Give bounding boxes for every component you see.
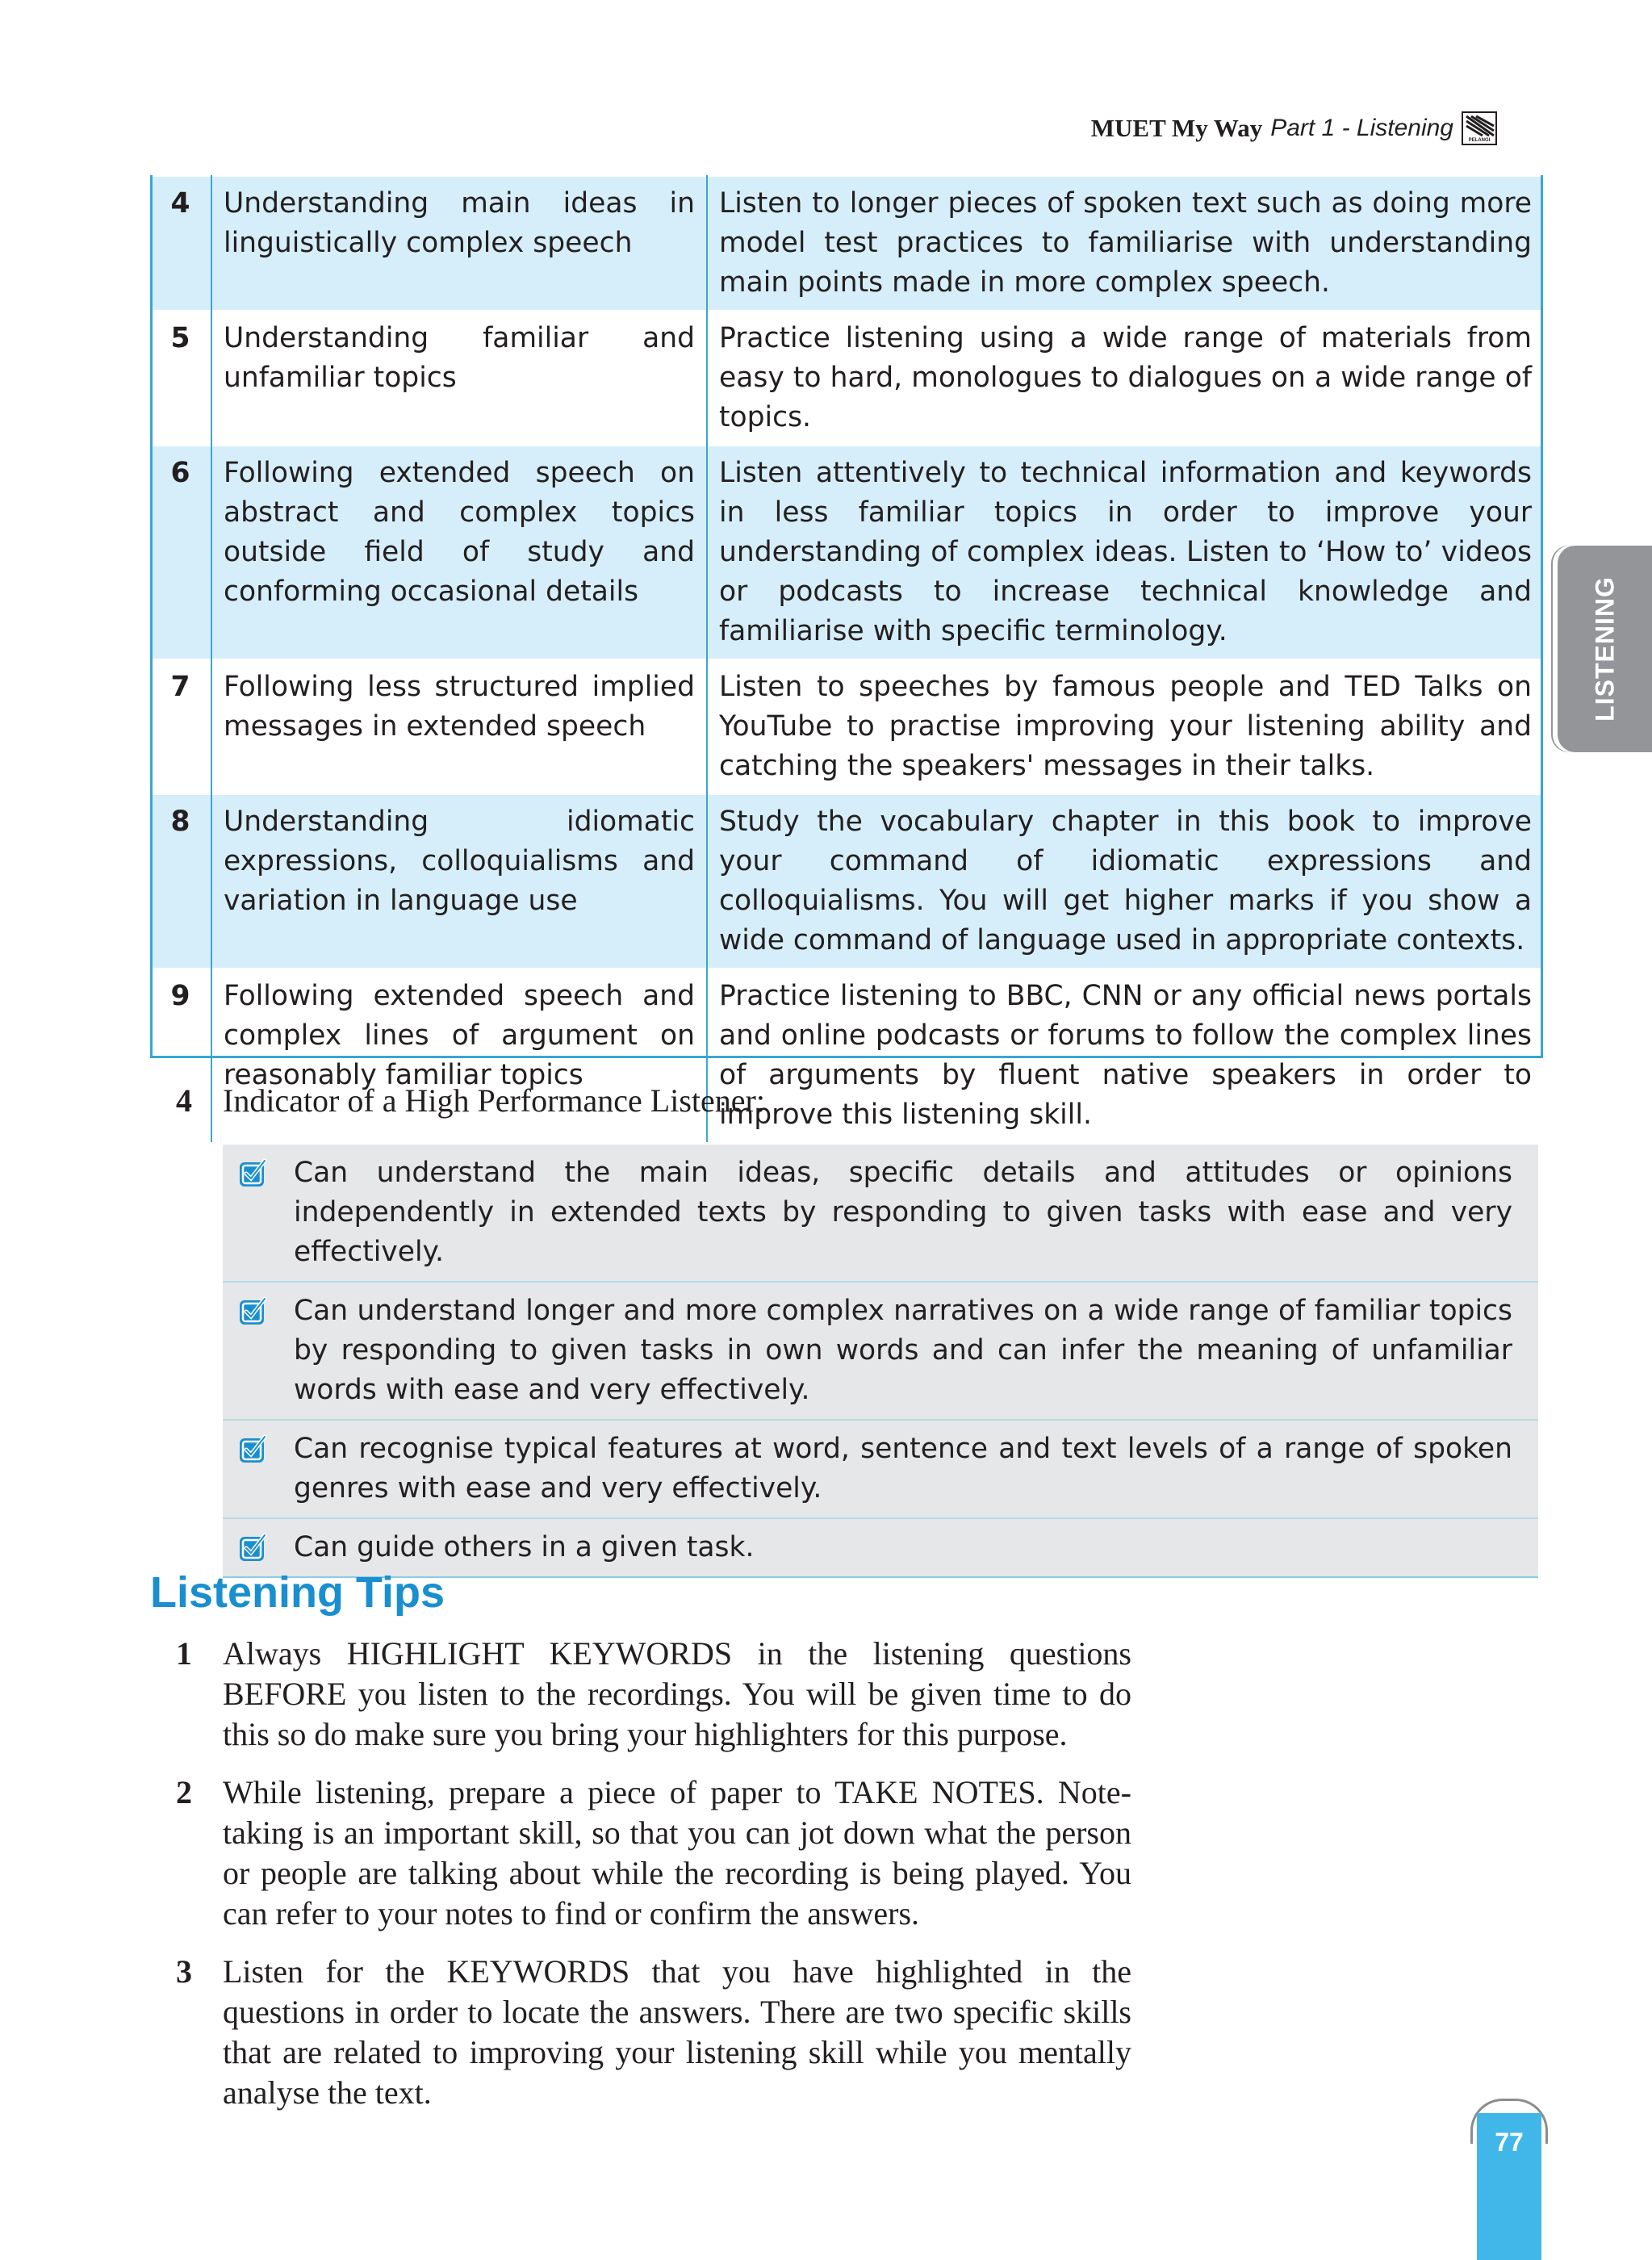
tip-number: 1 (176, 1635, 192, 1672)
tip-text: Listen for the KEYWORDS that you have highlighted in the questions in order to locate the answers. There are two specific skills that are related to improving your listening skill while you mentally analyse the text. (223, 1953, 1131, 2111)
checkbox-checked-icon (237, 1296, 268, 1327)
tips-heading: Listening Tips (150, 1568, 445, 1617)
table-row (150, 311, 1543, 446)
checkbox-checked-icon (237, 1533, 268, 1563)
row-number: 4 (150, 176, 211, 311)
row-number: 9 (150, 969, 211, 1142)
skill-cell: Following extended speech and complex lines of argument on reasonably familiar topics (211, 969, 707, 1142)
skill-cell: Following less structured implied messages in extended speech (211, 659, 707, 794)
row-number: 6 (150, 446, 211, 659)
skills-table (150, 175, 1543, 1142)
checklist-item (223, 1145, 1538, 1283)
section-side-tab (1558, 546, 1652, 752)
tip-cell: Study the vocabulary chapter in this book to improve your command of idiomatic expressions and colloquialisms. You will get higher marks if you show a wide command of language used in appropriate contexts. (707, 794, 1543, 969)
tip-cell: Listen attentively to technical information and keywords in less familiar topics in order to improve your understanding of complex ideas. Listen to ‘How to’ videos or podcasts to increase technical knowledge and familiarise with specific terminology. (707, 446, 1543, 659)
row-number: 5 (150, 311, 211, 446)
tip-item (176, 1772, 1131, 1934)
indicator-number: 4 (176, 1082, 192, 1119)
checklist-item (223, 1421, 1538, 1519)
tip-item (176, 1952, 1131, 2113)
side-tab-label: LISTENING (1590, 576, 1619, 722)
checklist-text: Can understand longer and more complex narratives on a wide range of familiar topics by responding to given tasks in own words and can infer the meaning of unfamiliar words with ease and very effectively. (294, 1295, 1512, 1406)
checkbox-checked-icon (237, 1158, 268, 1189)
tip-number: 3 (176, 1953, 192, 1990)
table-row (150, 446, 1543, 659)
tips-list (176, 1634, 1131, 2131)
tip-text: While listening, prepare a piece of paper to TAKE NOTES. Note-taking is an important skill, so that you can jot down what the person or people are talking about while the recording is being played. You can refer to your notes to find or confirm the answers. (223, 1774, 1131, 1931)
tip-number: 2 (176, 1774, 192, 1810)
skill-cell: Understanding idiomatic expressions, colloquialisms and variation in language use (211, 794, 707, 969)
table-row (150, 659, 1543, 794)
table-row (150, 176, 1543, 311)
skill-cell: Understanding familiar and unfamiliar topics (211, 311, 707, 446)
part-title: Part 1 - Listening (1270, 115, 1453, 141)
row-number: 7 (150, 659, 211, 794)
tip-cell: Practice listening to BBC, CNN or any official news portals and online podcasts or forums to follow the complex lines of arguments by fluent native speakers in order to improve this listening skill. (707, 969, 1543, 1142)
indicator-heading (176, 1082, 765, 1120)
skill-cell: Following extended speech on abstract and complex topics outside field of study and conforming occasional details (211, 446, 707, 659)
checklist-text: Can guide others in a given task. (294, 1531, 755, 1563)
checklist-text: Can understand the main ideas, specific details and attitudes or opinions independently in extended texts by responding to given tasks with ease and very effectively. (294, 1157, 1512, 1268)
indicator-title: Indicator of a High Performance Listener: (223, 1082, 765, 1119)
tip-cell: Listen to speeches by famous people and TED Talks on YouTube to practise improving your listening ability and catching the speakers' messages in their talks. (707, 659, 1543, 794)
publisher-logo: PELANGI (1462, 111, 1497, 145)
book-title: MUET My Way (1090, 114, 1263, 142)
tip-cell: Listen to longer pieces of spoken text such as doing more model test practices to familiarise with understanding main points made in more complex speech. (707, 176, 1543, 311)
row-number: 8 (150, 794, 211, 969)
tip-cell: Practice listening using a wide range of materials from easy to hard, monologues to dialogues on a wide range of topics. (707, 311, 1543, 446)
indicator-checklist (223, 1145, 1538, 1578)
checklist-item (223, 1283, 1538, 1421)
page-header (1091, 111, 1497, 145)
tip-text: Always HIGHLIGHT KEYWORDS in the listening questions BEFORE you listen to the recordings. You will be given time to do this so do make sure you bring your highlighters for this purpose. (223, 1635, 1131, 1752)
tip-item (176, 1634, 1131, 1755)
checklist-text: Can recognise typical features at word, sentence and text levels of a range of spoken genres with ease and very effectively. (294, 1433, 1512, 1505)
checkbox-checked-icon (237, 1434, 268, 1465)
skill-cell: Understanding main ideas in linguistically complex speech (211, 176, 707, 311)
page-number: 77 (1495, 2128, 1524, 2157)
table-row (150, 794, 1543, 969)
